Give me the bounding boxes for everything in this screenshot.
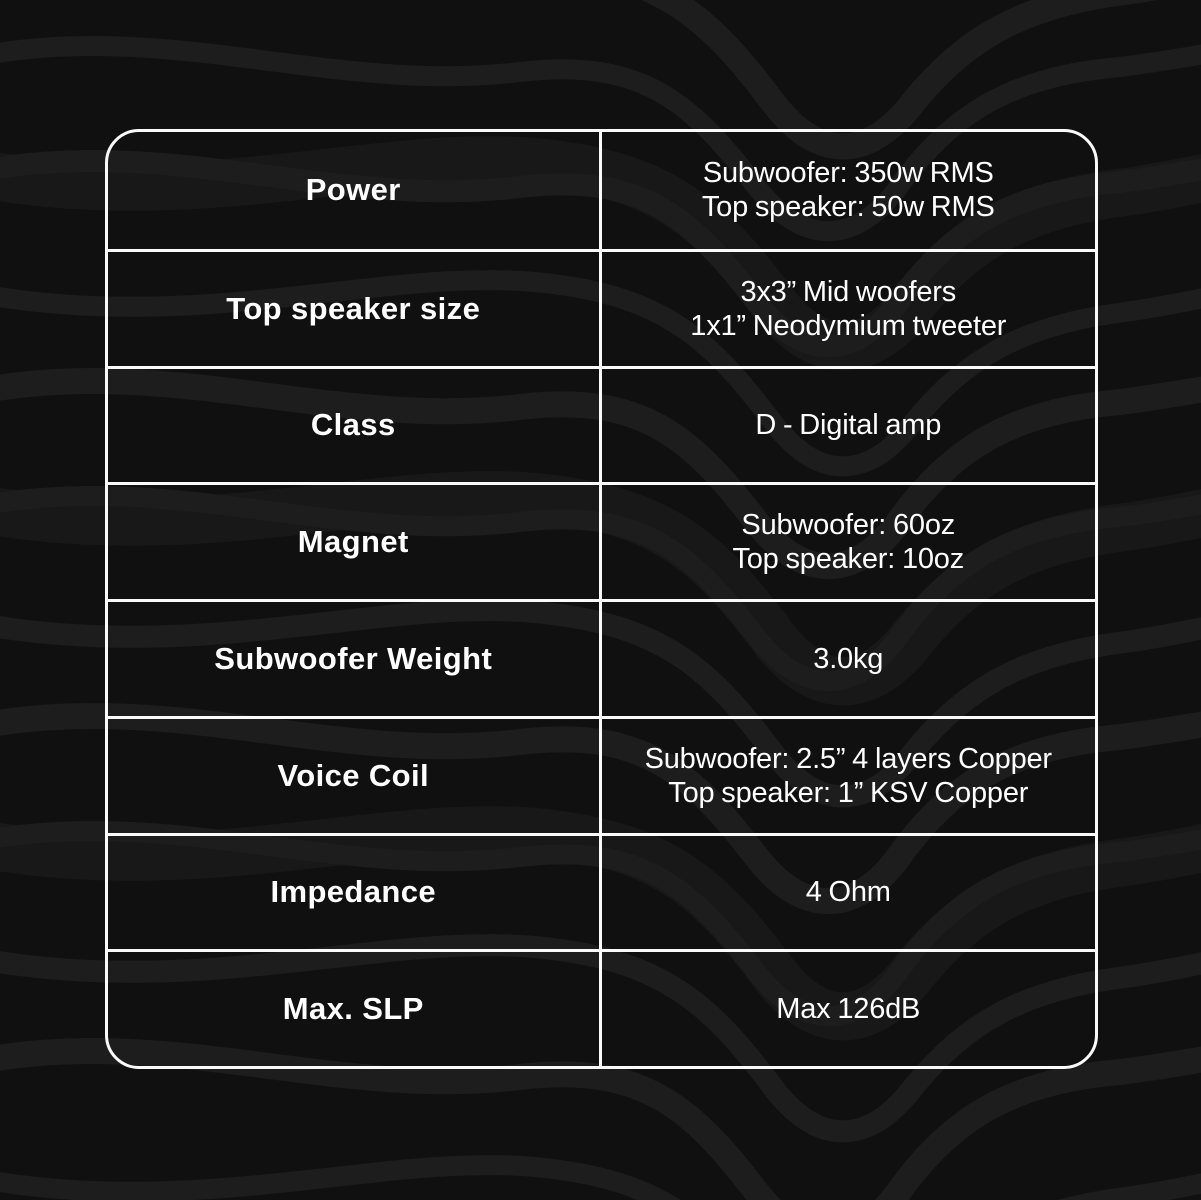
speaker-spec-table	[105, 129, 1098, 1069]
spec-row	[108, 249, 1095, 366]
spec-label: Impedance	[108, 836, 602, 950]
spec-label: Subwoofer Weight	[108, 602, 602, 716]
spec-value-line: 3.0kg	[813, 642, 884, 675]
spec-value-line: Subwoofer: 2.5” 4 layers Copper	[644, 742, 1052, 775]
spec-label: Voice Coil	[108, 719, 602, 833]
spec-label: Magnet	[108, 485, 602, 599]
spec-label: Max. SLP	[108, 952, 602, 1066]
spec-value	[602, 836, 1096, 950]
spec-value-line: Top speaker: 1” KSV Copper	[668, 776, 1029, 809]
spec-row	[108, 482, 1095, 599]
spec-row	[108, 366, 1095, 483]
spec-value-line: Subwoofer: 350w RMS	[702, 157, 994, 190]
spec-value-line: Subwoofer: 60oz	[741, 509, 956, 542]
spec-row	[108, 716, 1095, 833]
spec-row	[108, 949, 1095, 1066]
spec-row	[108, 833, 1095, 950]
spec-value-line: Top speaker: 50w RMS	[701, 191, 995, 224]
spec-row	[108, 599, 1095, 716]
spec-value-line: 3x3” Mid woofers	[740, 275, 957, 308]
spec-value-line: 4 Ohm	[805, 876, 891, 909]
spec-value	[602, 719, 1096, 833]
spec-value	[602, 485, 1096, 599]
spec-value-line: Max 126dB	[776, 993, 921, 1026]
spec-value	[602, 252, 1096, 366]
spec-value	[602, 369, 1096, 483]
spec-label: Top speaker size	[108, 252, 602, 366]
spec-value	[602, 602, 1096, 716]
spec-value-line: Top speaker: 10oz	[732, 543, 965, 576]
spec-label: Power	[108, 132, 602, 249]
spec-value-line: D - Digital amp	[755, 409, 942, 442]
spec-value	[602, 952, 1096, 1066]
spec-label: Class	[108, 369, 602, 483]
spec-row	[108, 132, 1095, 249]
spec-value-line: 1x1” Neodymium tweeter	[690, 309, 1007, 342]
spec-value	[602, 132, 1096, 249]
